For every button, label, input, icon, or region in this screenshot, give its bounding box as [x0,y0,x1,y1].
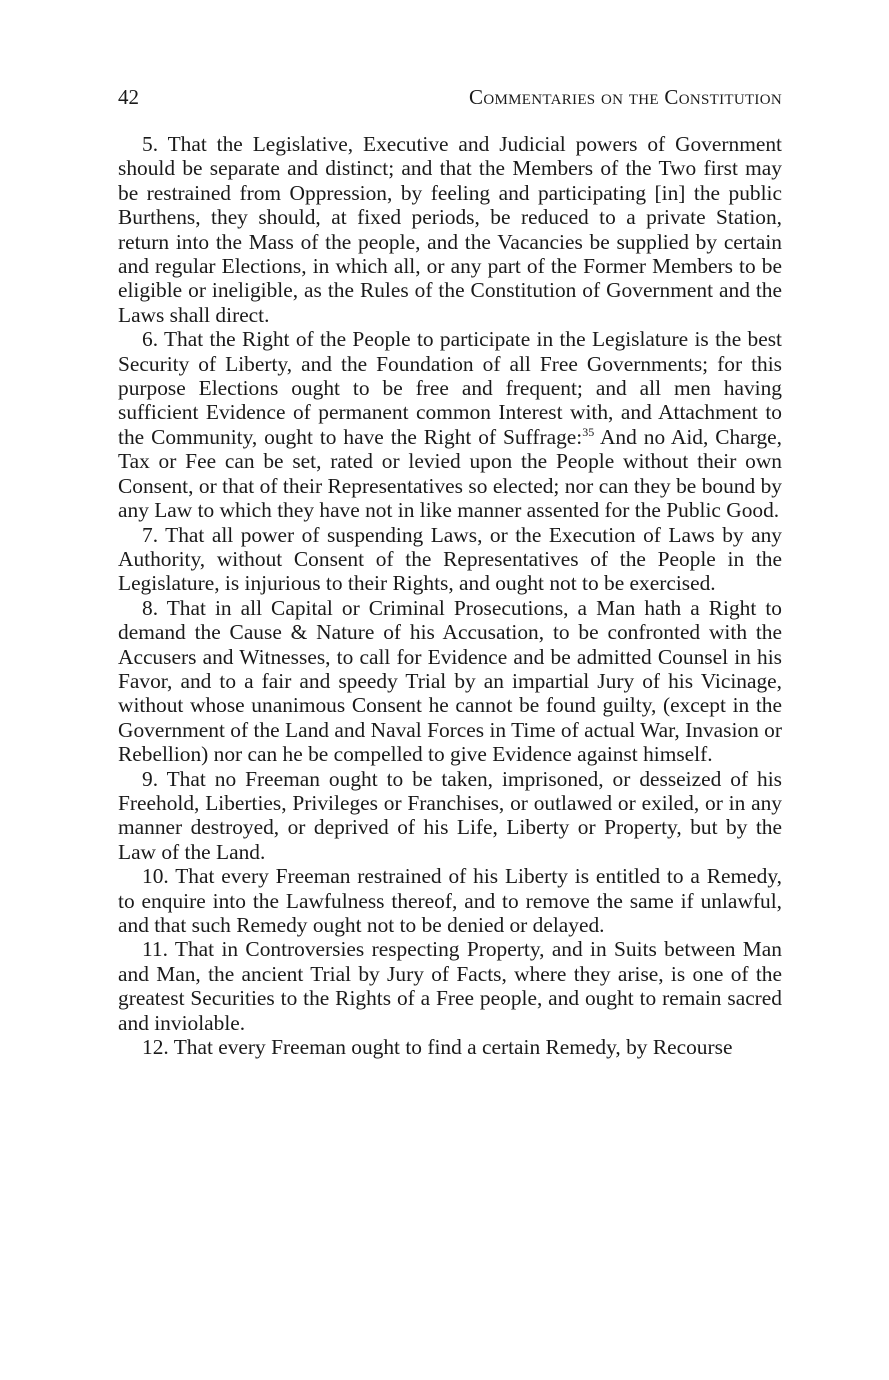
paragraph-5: 5. That the Legislative, Executive and Judicial powers of Government should be separate and distinct; and that the Members of the Two first may be restrained from Oppression, by feeling and participating [in] the public Burthens, they should, at fixed periods, be reduced to a private Station, return into the Mass of the people, and the Vacancies be supplied by certain and regular Elections, in which all, or any part of the Former Members to be eligible or ineligible, as the Rules of the Constitution of Government and the Laws shall direct. [118,132,782,327]
paragraph-9: 9. That no Freeman ought to be taken, imprisoned, or desseized of his Freehold, Liberties, Privileges or Franchises, or outlawed or exiled, or in any manner destroyed, or deprived of his Life, Liberty or Property, but by the Law of the Land. [118,766,782,864]
running-head [118,84,782,114]
page-number: 42 [118,85,139,109]
paragraph-7: 7. That all power of suspending Laws, or the Execution of Laws by any Authority, without Consent of the Representatives of the People in the Legislature, is injurious to their Rights, and ought not to be exercised. [118,522,782,596]
running-title: Commentaries on the Constitution [469,85,782,109]
paragraph-8: 8. That in all Capital or Criminal Prosecutions, a Man hath a Right to demand the Cause & Nature of his Accusation, to be confronted with the Accusers and Witnesses, to call for Evidence and be admitted Counsel in his Favor, and to a fair and speedy Trial by an impartial Jury of his Vicinage, without whose unanimous Consent he cannot be found guilty, (except in the Government of the Land and Naval Forces in Time of actual War, Invasion or Rebellion) nor can he be compelled to give Evidence against himself. [118,595,782,767]
body-text [118,132,782,1059]
paragraph-6-text-after-note: And no Aid, Charge, Tax or Fee can be set, rated or levied upon the People without their own Consent, or that of their Representatives so elected; nor can they be bound by any Law to which they have not in like manner assented for the Public Good. [118,424,782,523]
footnote-reference: 35 [582,424,595,439]
paragraph-11: 11. That in Controversies respecting Property, and in Suits between Man and Man, the ancient Trial by Jury of Facts, where they arise, is one of the greatest Securities to the Rights of a Free people, and ought to remain sacred and inviolable. [118,937,782,1035]
paragraph-6 [118,327,782,522]
paragraph-12: 12. That every Freeman ought to find a certain Remedy, by Recourse [142,1035,733,1060]
paragraph-6-text-before-note: 6. That the Right of the People to participate in the Legislature is the best Security of Liberty, and the Foundation of all Free Governments; for this purpose Elections ought to be free and frequent; and all men having sufficient Evidence of permanent common Interest with, and Attachment to the Community, ought to have the Right of Suffrage: [118,327,782,449]
paragraph-10: 10. That every Freeman restrained of his Liberty is entitled to a Remedy, to enquire into the Lawfulness thereof, and to remove the same if unlawful, and that such Remedy ought not to be denied or delayed. [118,864,782,937]
